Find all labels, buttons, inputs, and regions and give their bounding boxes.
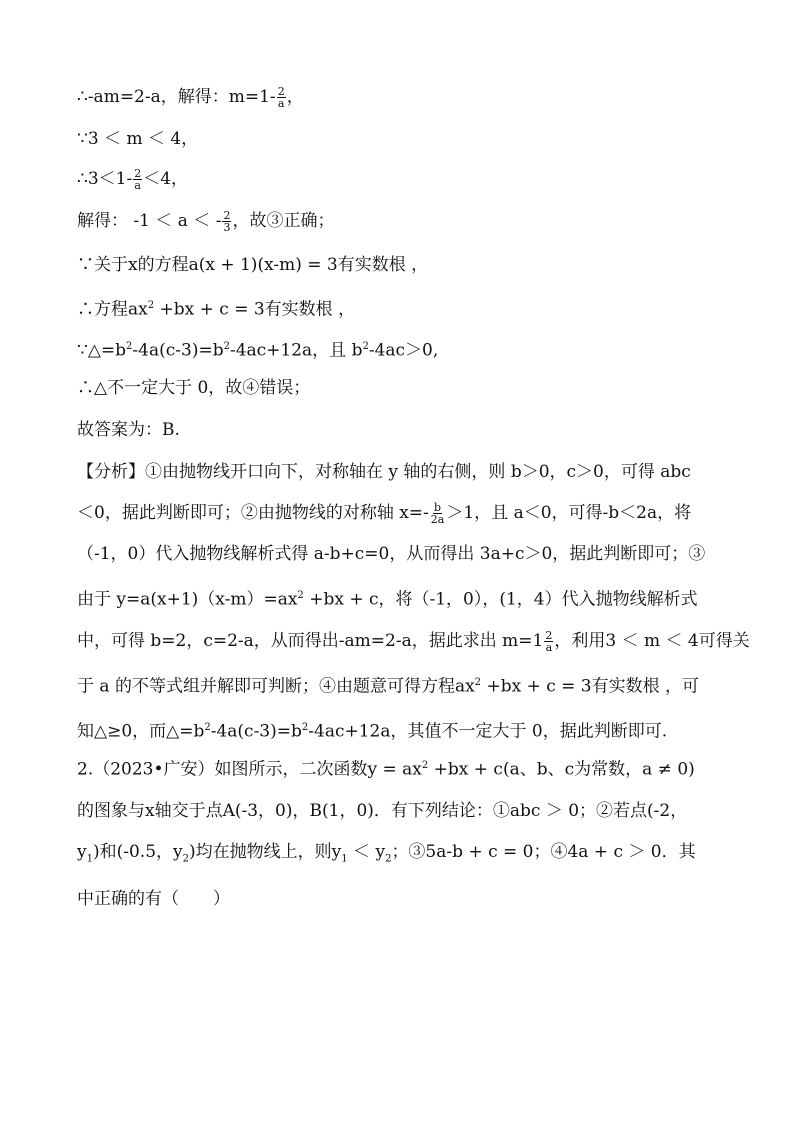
solution-line-7: $\because\triangle=b^2-4a(c-3)=b^2-4ac+12a$，且 $b^2-4ac>0$, — [77, 340, 439, 361]
question-line-2: 的图象与x轴交于点A(-3，0)，B(1，0)．有下列结论：①abc ＞ 0；②若点(-2， — [77, 800, 688, 821]
analysis-line-7: 知△≥0，而$\triangle=b^2-4a(c-3)=b^2-4ac+12a$，其值不一定大于 0，据此判断即可. — [77, 721, 668, 742]
fraction: $\frac{2}{a}$ — [277, 85, 285, 110]
question-line-1: 2.（2023•广安）如图所示，二次函数$y = ax^2 +bx + c(a$、b、c为常数，a ≠ 0) — [77, 759, 695, 780]
solution-line-1: ∴-am=2-a，解得：m=1- $\frac{2}{a}$ ， — [77, 85, 304, 110]
question-line-4: 中正确的有（ ） — [77, 889, 230, 910]
fraction: $\frac{b}{2a}$ — [430, 501, 445, 526]
fraction: $\frac{2}{a}$ — [545, 628, 553, 654]
solution-line-6: ∴方程$ax^2 +bx + c = 3$有实数根 ， — [77, 299, 356, 320]
analysis-line-6: 于 a 的不等式组并解即可判断；④由题意可得方程$ax^2 +bx + c = 3$有实数根 ，可 — [77, 676, 700, 697]
analysis-line-3: （-1，0）代入抛物线解析式得 a-b+c=0，从而得出 3a+c＞0，据此判断即可；③ — [77, 544, 706, 564]
fraction: $\frac{2}{a}$ — [134, 167, 142, 192]
solution-line-5: ∵关于x的方程a(x + 1)(x-m) = 3有实数根 ， — [77, 255, 429, 275]
answer-line: 故答案为：B. — [77, 420, 180, 440]
question-block — [77, 745, 757, 920]
analysis-block — [77, 452, 757, 753]
analysis-line-2: ＜0，据此判断即可；②由抛物线的对称轴 x=- $\frac{b}{2a}$ ＞1，且 a＜0，可得-b＜2a，将 — [77, 501, 692, 526]
solution-line-8: ∴△不一定大于 0，故④错误； — [77, 378, 311, 398]
fraction: $\frac{2}{3}$ — [223, 209, 231, 234]
solution-line-3: ∴3＜1- $\frac{2}{a}$ ＜4， — [77, 167, 189, 192]
analysis-line-4: 由于 $y=a(x+1)(x-m)=ax^2 +bx + c$，将（-1，0），(1，4）代入抛物线解析式 — [77, 589, 698, 610]
solution-line-4: 解得： -1 ＜ a ＜ - $\frac{2}{3}$ ，故③正确； — [77, 209, 335, 234]
question-line-3: $y_1$)和(-0.5，$y_2$)均在抛物线上，则$y_1 < y_2$；③5a-b + c = 0；④4a + c ＞ 0．其 — [77, 841, 696, 865]
analysis-line-5: 中，可得 b=2，c=2-a，从而得出-am=2-a，据此求出 m=1 $\frac{2}{a}$ ，利用3 ＜ m ＜ 4可得关 — [77, 628, 750, 654]
solution-line-2: ∵3 ＜ m ＜ 4， — [77, 129, 199, 149]
analysis-line-1: 【分析】①由抛物线开口向下，对称轴在 y 轴的右侧，则 b＞0，c＞0，可得 abc — [77, 462, 691, 482]
